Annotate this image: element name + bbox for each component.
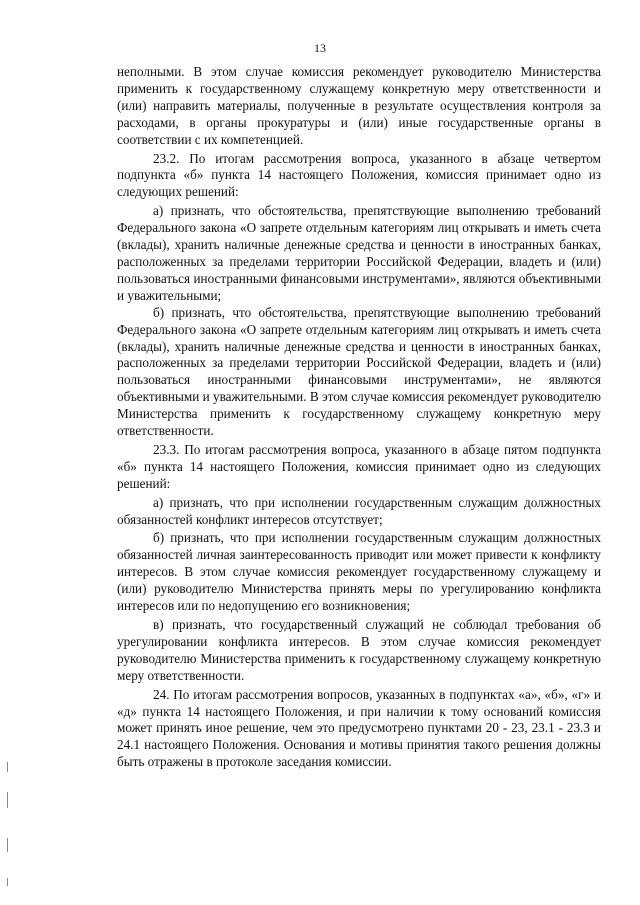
paragraph-23-3-b: б) признать, что при исполнении государственным служащим должностных обязанностей личная заинтересованность приводит или может привести к конфликту интересов. В этом случае комиссия рекомендует государственному служащему и (или) руководителю Министерства принять меры по урегулированию конфликта интересов или по недопущению его возникновения;	[117, 530, 601, 614]
page-number: 13	[314, 41, 326, 55]
scan-margin-mark	[7, 838, 8, 852]
paragraph-23-2: 23.2. По итогам рассмотрения вопроса, указанного в абзаце четвертом подпункта «б» пункта 14 настоящего Положения, комиссия принимает одно из следующих решений:	[117, 150, 601, 200]
paragraph-23-3-v: в) признать, что государственный служащий не соблюдал требования об урегулировании конфликта интересов. В этом случае комиссия рекомендует руководителю Министерства применить к государственному служащему конкретную меру ответственности.	[117, 617, 601, 683]
document-body	[117, 64, 601, 771]
paragraph-23-2-a: а) признать, что обстоятельства, препятствующие выполнению требований Федерального закона «О запрете отдельным категориям лиц открывать и иметь счета (вклады), хранить наличные денежные средства и ценности в иностранных банках, расположенных за пределами территории Российской Федерации, владеть и (или) пользоваться иностранными финансовыми инструментами», являются объективными и уважительными;	[117, 203, 601, 303]
scan-margin-mark	[7, 792, 8, 808]
paragraph-23-3-a: а) признать, что при исполнении государственным служащим должностных обязанностей конфликт интересов отсутствует;	[117, 494, 601, 527]
paragraph-24: 24. По итогам рассмотрения вопросов, указанных в подпунктах «а», «б», «г» и «д» пункта 14 настоящего Положения, и при наличии к тому оснований комиссия может принять иное решение, чем это предусмотрено пунктами 20 - 23, 23.1 - 23.3 и 24.1 настоящего Положения. Основания и мотивы принятия такого решения должны быть отражены в протоколе заседания комиссии.	[117, 686, 601, 770]
paragraph-23-2-b: б) признать, что обстоятельства, препятствующие выполнению требований Федерального закона «О запрете отдельным категориям лиц открывать и иметь счета (вклады), хранить наличные денежные средства и ценности в иностранных банках, расположенных за пределами территории Российской Федерации, владеть и (или) пользоваться иностранными финансовыми инструментами», не являются объективными и уважительными. В этом случае комиссия рекомендует руководителю Министерства применить к государственному служащему конкретную меру ответственности.	[117, 304, 601, 439]
scan-margin-mark	[7, 878, 8, 886]
paragraph-continuation: неполными. В этом случае комиссия рекомендует руководителю Министерства применить к государственному служащему конкретную меру ответственности и (или) направить материалы, полученные в результате осуществления контроля за расходами, в органы прокуратуры и (или) иные государственные органы в соответствии с их компетенцией.	[117, 64, 601, 147]
scan-margin-mark	[7, 762, 8, 772]
paragraph-23-3: 23.3. По итогам рассмотрения вопроса, указанного в абзаце пятом подпункта «б» пункта 14 настоящего Положения, комиссия принимает одно из следующих решений:	[117, 441, 601, 491]
